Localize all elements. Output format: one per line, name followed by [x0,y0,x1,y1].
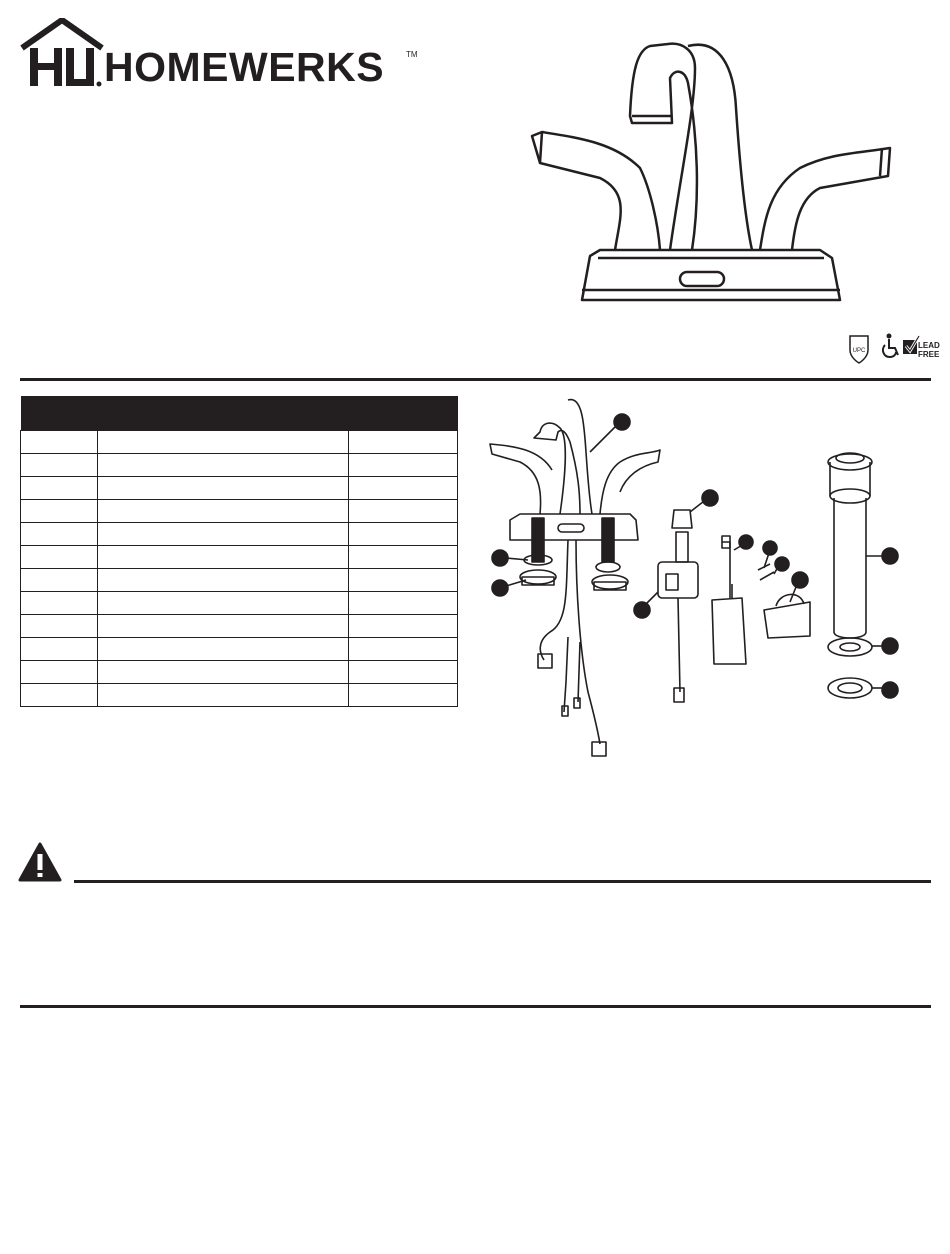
table-cell [349,477,458,500]
table-row [21,431,458,454]
table-row [21,615,458,638]
table-cell [21,615,98,638]
table-cell [349,431,458,454]
table-cell [21,546,98,569]
warning-triangle-icon [18,842,62,882]
brand-trademark: TM [406,50,418,59]
table-cell [21,523,98,546]
table-cell [349,546,458,569]
table-cell [349,661,458,684]
table-cell [21,661,98,684]
brand-name: HOMEWERKS [104,44,385,90]
table-cell [98,661,349,684]
table-cell [349,638,458,661]
header-cell [98,396,349,431]
table-cell [98,684,349,707]
table-row [21,523,458,546]
table-cell [21,454,98,477]
header-cell [349,396,458,431]
table-cell [98,569,349,592]
exploded-parts-diagram [480,392,930,772]
table-row [21,500,458,523]
table-cell [98,523,349,546]
table-cell [98,477,349,500]
table-cell [21,431,98,454]
table-cell [21,569,98,592]
table-row [21,684,458,707]
table-cell [98,638,349,661]
table-row [21,546,458,569]
parts-table [20,396,458,707]
table-cell [98,546,349,569]
lead-free-label: LEAD FREE [918,341,940,359]
table-cell [98,500,349,523]
table-cell [349,615,458,638]
section-divider-top [20,378,931,381]
table-row [21,454,458,477]
warning-divider [74,880,931,883]
table-cell [21,592,98,615]
ada-compliant-icon [883,334,898,358]
table-cell [349,684,458,707]
faucet-illustration [520,28,900,318]
lead-free-check-icon [903,336,919,354]
table-cell [21,500,98,523]
table-row [21,592,458,615]
table-cell [98,592,349,615]
svg-text:UPC: UPC [852,348,866,354]
table-cell [349,569,458,592]
table-row [21,569,458,592]
header-cell [21,396,98,431]
table-cell [349,592,458,615]
parts-table-header [21,396,458,431]
table-cell [98,454,349,477]
table-row [21,477,458,500]
certification-shield-icon [850,336,868,363]
table-row [21,638,458,661]
table-cell [349,454,458,477]
table-cell [21,477,98,500]
table-cell [349,523,458,546]
section-divider-bottom [20,1005,931,1008]
table-cell [98,615,349,638]
table-cell [21,638,98,661]
table-row [21,661,458,684]
table-cell [98,431,349,454]
table-cell [21,684,98,707]
table-cell [349,500,458,523]
